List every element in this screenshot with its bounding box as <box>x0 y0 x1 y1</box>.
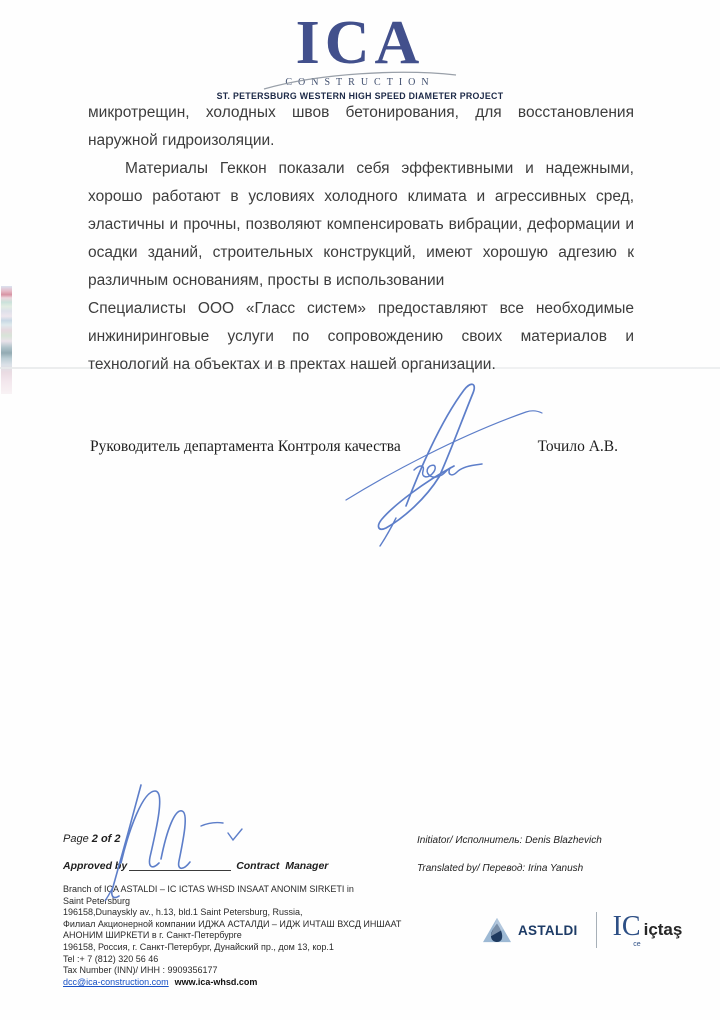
paragraph-3: Специалисты ООО «Гласс систем» предоставляют все необходимые инжиниринговые услуги по сопровождению своих материалов и технологий на объектах и в пректах нашей организации. <box>88 300 634 373</box>
address-line: Филиал Акционерной компании ИДЖА АСТАЛДИ – ИДЖ ИЧТАШ ВХСД ИНШААТ <box>63 918 402 929</box>
contacts-line <box>63 977 401 989</box>
paragraph-2: Материалы Геккон показали себя эффективными и надежными, хорошо работают в условиях холодного климата и агрессивных сред, эластичны и прочны, позволяют компенсировать вибрации, деформации и осадки зданий, строительных конструкций, имеют хорошую адгезию к различным основаниям, просты в использовании <box>88 160 634 289</box>
paragraph-1: микротрещин, холодных швов бетонирования, для восстановления наружной гидроизоляции. <box>88 104 634 149</box>
address-line: Branch of ICA ASTALDI – IC ICTAS WHSD INSAAT ANONIM SIRKETI in <box>63 884 354 894</box>
address-line: 196158, Россия, г. Санкт-Петербург, Дунайский пр., дом 13, кор.1 <box>63 941 334 952</box>
ictas-logo-text: içtaş <box>643 920 683 939</box>
ica-logo <box>0 9 720 101</box>
page-word: Page <box>63 833 89 845</box>
signer-title: Руководитель департамента Контроля качества <box>90 438 401 455</box>
ictas-ic-text <box>612 911 641 948</box>
page-count: 2 of 2 <box>91 833 121 845</box>
email-link[interactable]: dcc@ica-construction.com <box>63 976 169 987</box>
astaldi-triangle-icon <box>482 916 512 944</box>
logo-tagline: CONSTRUCTION <box>285 77 435 88</box>
partner-logos <box>482 906 682 954</box>
scan-artifact-strip <box>1 286 12 394</box>
ictas-ce-subscript: ce <box>633 941 641 948</box>
ictas-ic-letters: IC <box>612 911 641 942</box>
logo-project-subtitle: ST. PETERSBURG WESTERN HIGH SPEED DIAMETER PROJECT <box>216 91 504 101</box>
signer-name: Точило А.В. <box>537 438 618 455</box>
approver-role: Contract Manager <box>236 860 329 872</box>
astaldi-logo-text: ASTALDI <box>518 923 578 938</box>
address-line: 196158,Dunayskly av., h.13, bld.1 Saint Petersburg, Russia, <box>63 907 303 918</box>
tax-number-line: Tax Number (INN)/ ИНН : 9909356177 <box>63 965 218 976</box>
website-link[interactable]: www.ica-whsd.com <box>174 976 258 987</box>
address-line: Saint Petersburg <box>63 895 131 906</box>
approval-signature-icon <box>95 763 253 901</box>
signature-handwritten-icon <box>328 378 546 550</box>
astaldi-logo <box>482 916 578 944</box>
initiator-line: Initiator/ Исполнитель: Denis Blazhevich <box>417 835 602 846</box>
letter-body <box>88 99 634 379</box>
ica-logo-text: ICA <box>295 9 425 77</box>
logo-divider <box>596 912 597 948</box>
approved-by-label: Approved by <box>63 860 128 872</box>
ictas-logo <box>613 913 683 947</box>
translated-by-line: Translated by/ Перевод: Irina Yanush <box>417 863 584 874</box>
address-line: АНОНИМ ШИРКЕТИ в г. Санкт-Петербурге <box>63 930 242 941</box>
phone-line: Tel :+ 7 (812) 320 56 46 <box>63 953 159 964</box>
